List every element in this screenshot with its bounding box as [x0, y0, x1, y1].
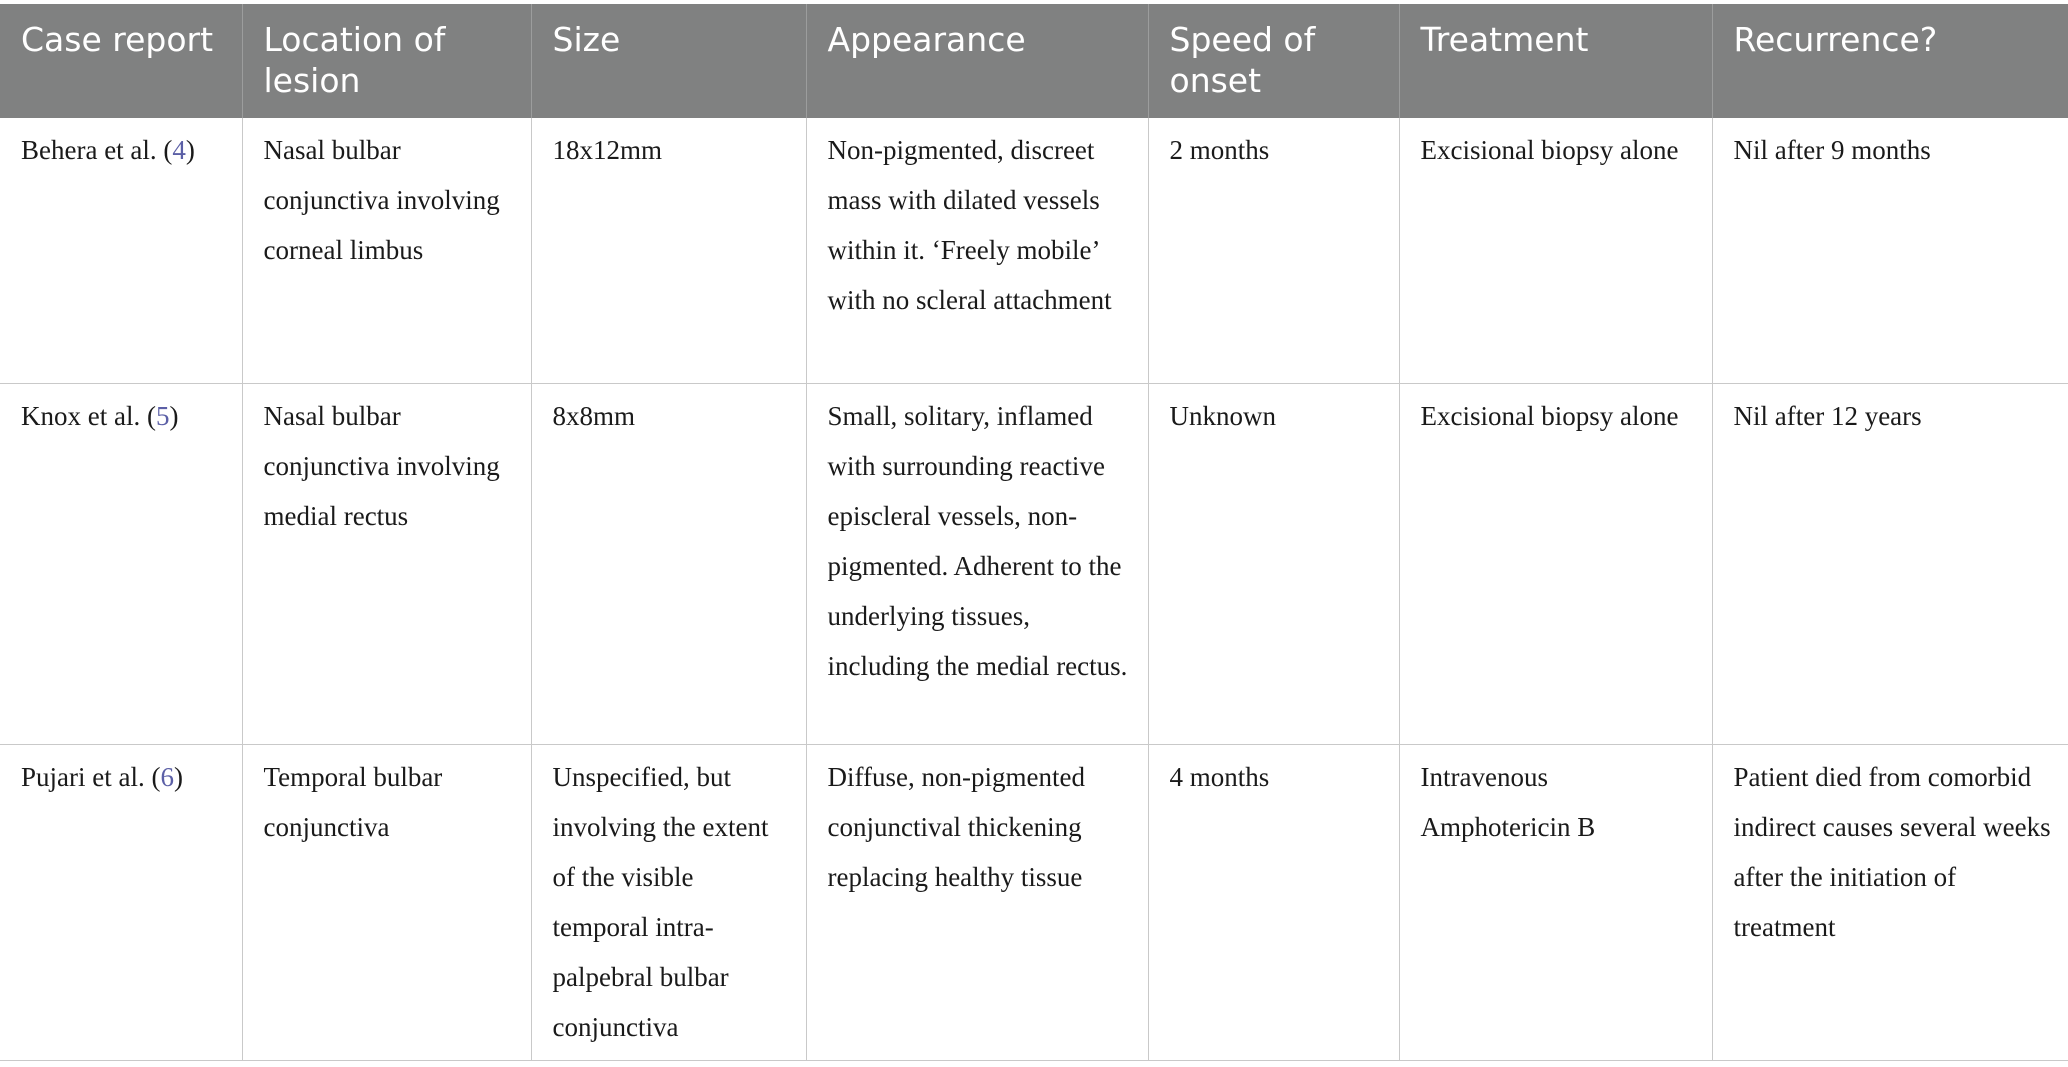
case-report-cell — [0, 118, 242, 383]
treatment-cell: Excisional biopsy alone — [1399, 118, 1712, 383]
table-row — [0, 744, 2068, 1060]
table-row — [0, 383, 2068, 744]
case-author: Knox et al. ( — [21, 400, 156, 431]
onset-cell: Unknown — [1148, 383, 1399, 744]
table-header — [0, 4, 2068, 118]
treatment-cell: Excisional biopsy alone — [1399, 383, 1712, 744]
table-row — [0, 118, 2068, 383]
case-reports-table — [0, 4, 2068, 1061]
header-size: Size — [531, 4, 806, 118]
case-report-cell — [0, 744, 242, 1060]
treatment-cell: Intravenous Amphotericin B — [1399, 744, 1712, 1060]
case-report-cell — [0, 383, 242, 744]
header-treatment: Treatment — [1399, 4, 1712, 118]
size-cell: 8x8mm — [531, 383, 806, 744]
case-author-close: ) — [169, 400, 179, 431]
header-row — [0, 4, 2068, 118]
appearance-cell: Non-pigmented, discreet mass with dilated vessels within it. ‘Freely mobile’ with no scleral attachment — [806, 118, 1148, 383]
location-cell: Nasal bulbar conjunctiva involving corneal limbus — [242, 118, 531, 383]
header-location-of-lesion: Location of lesion — [242, 4, 531, 118]
recurrence-cell: Patient died from comorbid indirect causes several weeks after the initiation of treatment — [1712, 744, 2068, 1060]
reference-link[interactable]: 4 — [172, 135, 186, 165]
location-cell: Nasal bulbar conjunctiva involving medial rectus — [242, 383, 531, 744]
reference-link[interactable]: 5 — [155, 400, 170, 431]
recurrence-cell: Nil after 12 years — [1712, 383, 2068, 744]
header-case-report: Case report — [0, 4, 242, 118]
size-cell: Unspecified, but involving the extent of the visible temporal intra-palpebral bulbar conjunctiva — [531, 744, 806, 1060]
case-author-close: ) — [173, 761, 183, 792]
header-speed-of-onset: Speed of onset — [1148, 4, 1399, 118]
recurrence-cell: Nil after 9 months — [1712, 118, 2068, 383]
table-body — [0, 118, 2068, 1060]
case-author: Pujari et al. ( — [21, 761, 161, 792]
header-appearance: Appearance — [806, 4, 1148, 118]
reference-link[interactable]: 6 — [160, 761, 174, 792]
appearance-cell: Small, solitary, inflamed with surrounding reactive episcleral vessels, non-pigmented. Adherent to the underlying tissues, including the medial rectus. — [806, 383, 1148, 744]
appearance-cell: Diffuse, non-pigmented conjunctival thickening replacing healthy tissue — [806, 744, 1148, 1060]
size-cell: 18x12mm — [531, 118, 806, 383]
case-author-close: ) — [185, 135, 195, 165]
header-recurrence: Recurrence? — [1712, 4, 2068, 118]
onset-cell: 4 months — [1148, 744, 1399, 1060]
case-author: Behera et al. ( — [21, 135, 173, 165]
onset-cell: 2 months — [1148, 118, 1399, 383]
location-cell: Temporal bulbar conjunctiva — [242, 744, 531, 1060]
